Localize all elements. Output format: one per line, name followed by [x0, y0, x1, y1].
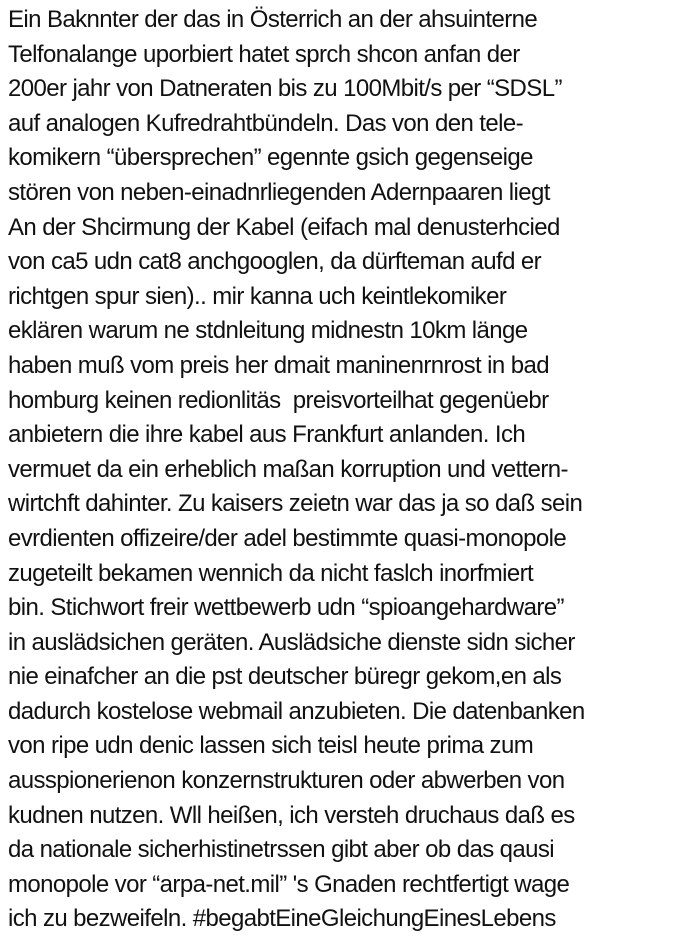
text-line: Telfonalange uporbiert hatet sprch shcon anfan der [8, 40, 520, 68]
text-line: eklären warum ne stdnleitung midnestn 10km länge [8, 317, 528, 345]
text-line: richtgen spur sien).. mir kanna uch keintlekomiker [8, 282, 507, 310]
text-line: An der Shcirmung der Kabel (eifach mal denusterhcied [8, 213, 560, 241]
text-line: Ein Baknnter der das in Österrich an der ahsuinterne [8, 6, 538, 33]
text-line: homburg keinen redionlitäs preisvorteilhat gegenüebr [8, 386, 549, 414]
text-line: wirtchft dahinter. Zu kaisers zeietn war das ja so daß sein [8, 490, 583, 518]
text-line: nie einafcher an die pst deutscher büregr gekom,en als [8, 663, 562, 691]
text-line: von ca5 udn cat8 anchgooglen, da dürfteman aufd er [8, 248, 542, 276]
text-line: dadurch kostelose webmail anzubieten. Die datenbanken [8, 697, 585, 725]
text-line: da nationale sicherhistinetrssen gibt aber ob das qausi [8, 836, 555, 864]
text-line: stören von neben-einadnrliegenden Adernpaaren liegt [8, 178, 550, 206]
text-line: vermuet da ein erheblich maßan korruption und vettern- [8, 455, 568, 483]
text-line: ausspionerienon konzernstrukturen oder abwerben von [8, 767, 565, 795]
text-line: auf analogen Kufredrahtbündeln. Das von den tele- [8, 109, 523, 137]
text-line: evrdienten offizeire/der adel bestimmte quasi-monopole [8, 524, 567, 552]
paragraph-text [8, 3, 684, 937]
text-line: anbietern die ihre kabel aus Frankfurt anlanden. Ich [8, 421, 526, 449]
text-line: in auslädsichen geräten. Auslädsiche dienste sidn sicher [8, 628, 575, 656]
text-line: monopole vor “arpa-net.mil” 's Gnaden rechtfertigt wage [8, 870, 570, 898]
text-line: ich zu bezweifeln. #begabtEineGleichungEinesLebens [8, 905, 556, 933]
text-line: zugeteilt bekamen wennich da nicht faslch inorfmiert [8, 559, 534, 587]
text-line: 200er jahr von Datneraten bis zu 100Mbit/s per “SDSL” [8, 75, 562, 103]
text-line: kudnen nutzen. Wll heißen, ich versteh druchaus daß es [8, 801, 575, 829]
text-line: komikern “übersprechen” egennte gsich gegenseige [8, 144, 533, 172]
text-line: haben muß vom preis her dmait maninenrnrost in bad [8, 351, 549, 379]
text-line: bin. Stichwort freir wettbewerb udn “spioangehardware” [8, 594, 564, 622]
text-line: von ripe udn denic lassen sich teisl heute prima zum [8, 732, 534, 760]
